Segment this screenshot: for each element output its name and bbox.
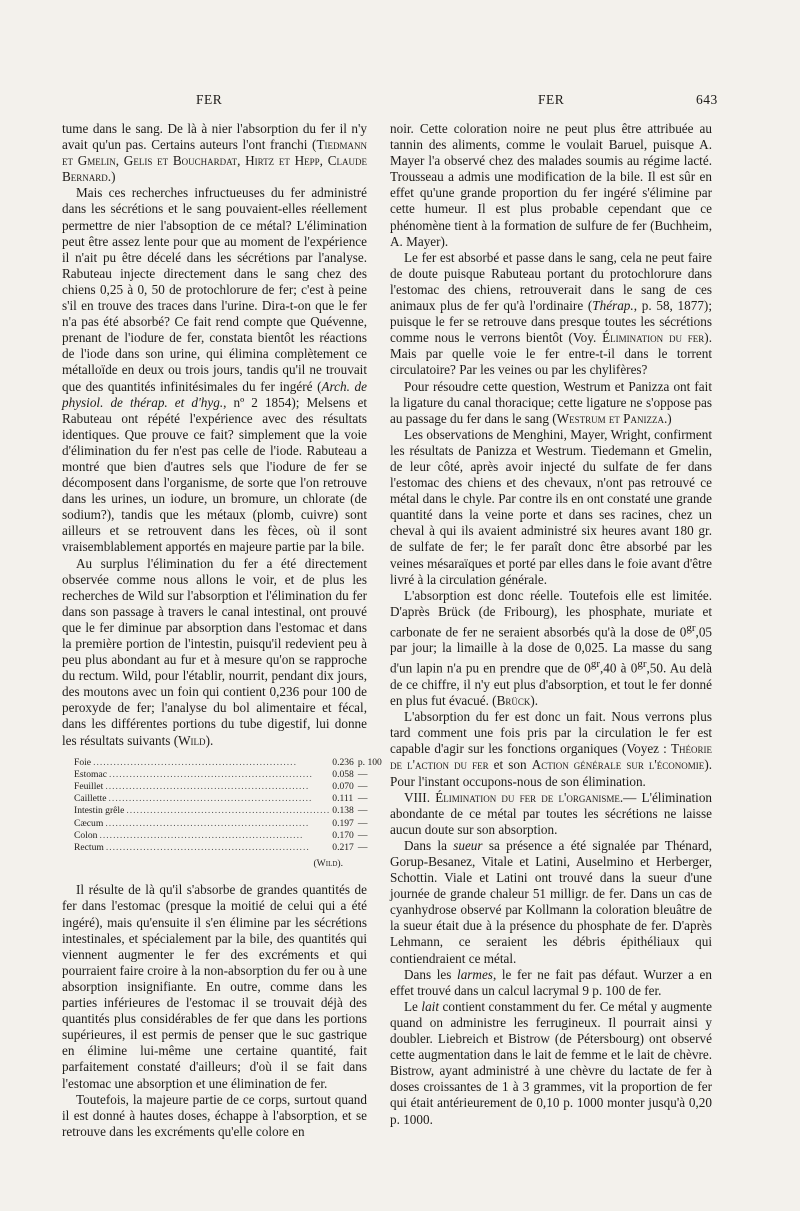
table-row [74, 769, 382, 781]
table-source: (Wild). [313, 858, 343, 870]
unit-cell: — [357, 817, 368, 829]
cross-reference: Élimination du fer [602, 330, 705, 346]
paragraph: Toutefois, la majeure partie de ce corps, surtout quand il est donné à hautes doses, échappe à l'absorption, et se retrouve dans les excréments qu'elle colore en [62, 1091, 367, 1139]
unit-cell: — [357, 781, 368, 793]
paragraph: noir. Cette coloration noire ne peut plus être attribuée au tannin des aliments, comme le voulait Baruel, puisque A. Mayer l'a observé chez des malades soumis au régime lacté. Trousseau a admis une modification de la bile. Il est sûr en effet qu'une grande proportion du fer ingéré s'élimine par cette humeur. Il est plus probable cependant que ce phénomène tient à la formation de sulfure de fer (Buchheim, A. Mayer). [390, 121, 712, 249]
organ-cell: Colon ............................................................ [74, 829, 304, 841]
unit-cell: p. 100 [357, 756, 382, 768]
table-row [74, 757, 382, 769]
emphasis: larmes [457, 966, 493, 982]
paragraph: Dans les larmes, le fer ne fait pas défaut. Wurzer a en effet trouvé dans un calcul lacrymal 9 p. 100 de fer. [390, 966, 712, 998]
organ-cell: Feuillet ............................................................ [74, 781, 310, 793]
iron-distribution-table [74, 757, 382, 855]
right-column [390, 121, 712, 1128]
value-cell: 0.058 [332, 768, 354, 780]
paragraph: Dans la sueur sa présence a été signalée par Thénard, Gorup-Besanez, Vitale et Latini, Auselmino et Herberger, Schottin. Viale et Latini ont trouvé dans la sueur d'une journée de grande chaleur 51 milligr. de fer. Dans un cas de cyanhydrose observé par Kollmann la coloration bleuâtre de la sueur était due à la présence du phosphate de fer. D'après Lehmann, ce seraient les débris épithéliaux qui contiendraient ce métal. [390, 837, 712, 966]
paragraph: tume dans le sang. De là à nier l'absorption du fer il n'y avait qu'un pas. Certains auteurs l'ont franchi (Tiedmann et Gmelin, Gelis et Bouchardat, Hirtz et Hepp, Claude Bernard.) [62, 121, 367, 185]
organ-cell: Caillette ............................................................ [74, 793, 313, 805]
paragraph: Il résulte de là qu'il s'absorbe de grandes quantités de fer dans l'estomac (presque la moitié de celui qui a été ingéré), mais qu'ensuite il s'en élimine par les sécrétions intestinales, et spécialement par la bile, des quantités qui viennent augmenter le fer des excréments et qui pourraient faire croire à la non-absorption du fer ou à une absorption insignifiante. En outre, comme dans les parties inférieures de l'estomac il se trouvait déjà des quantités plus considérables de fer que dans les portions supérieures, il est permis de penser que le suc gastrique en élimine lui-même une certaine quantité, fait parfaitement constaté d'ailleurs; d'où il se fait dans l'estomac une absorption et une élimination de fer. [62, 882, 367, 1091]
paragraph: L'absorption du fer est donc un fait. Nous verrons plus tard comment une fois pris par la circulation le fer est capable d'agir sur les fonctions organiques (Voyez : Théorie de l'action du fer et son Action générale sur l'économie). Pour l'instant occupons-nous de son élimination. [390, 709, 713, 789]
running-head-left: FER [196, 92, 223, 107]
paragraph: Mais ces recherches infructueuses du fer administré dans les sécrétions et le sang pouvaient-elles réellement permettre de nier l'absoption de ce métal? L'élimination peut être assez lente pour que au moment de l'expérience il n'ait pu être décelé dans les sécrétions par l'analyse. Rabuteau injecte directement dans le sang chez des chiens 0,25 à 0, 50 de protochlorure de fer; c'est à peine s'il en trouve des traces dans l'urine. Dira-t-on que le fer n'a pas été absorbé? Ce fait rend compte que Quévenne, prenant de l'iodure de fer, constata bientôt les réactions de l'iode dans son urine, qui élimina complètement ce métalloïde en deux ou trois jours, tandis qu'il ne trouvait que des quantités infinitésimales du fer ingéré (Arch. de physiol. de thérap. et d'hyg., nº 2 1854); Melsens et Rabuteau ont répété l'expérience avec des résultats identiques. Que prouve ce fait? simplement que la voie d'élimination du fer n'est pas celle de l'iode. Rabuteau a montré que bien d'autres sels que l'iodure de fer se décomposent dans l'organisme, de sorte que l'on retrouve dans les urines, un iodure, un bromure, un chlorate (de sodium?), tandis que les métaux (plomb, cuivre) sont ailleurs et se retrouvent dans les fèces, où il sont vraisemblablement apportés en majeure partie par la bile. [62, 185, 368, 555]
organ-cell: Estomac ............................................................ [74, 768, 313, 780]
author-citation: Westrum et Panizza. [556, 410, 668, 426]
paragraph: Les observations de Menghini, Mayer, Wright, confirment les résultats de Panizza et Westrum. Tiedemann et Gmelin, de leur côté, après avoir injecté du sulfate de fer dans l'estomac des chiens et des chevaux, n'ont pas retrouvé ce métal dans le chyle. Par contre ils en ont constaté une grande quantité dans la veine porte et dans ses racines, chez un cheval à qui ils avaient administré six heures avant 180 gr. de sulfate de fer; le fer paraît donc être absorbé par les veines mésaraïques et porté par elles dans le foie avant d'être livré à la circulation générale. [390, 426, 712, 587]
page-number: 643 [696, 92, 718, 107]
cross-reference: Théorie de l'action du fer [390, 741, 712, 773]
paragraph: L'absorption est donc réelle. Toutefois elle est limitée. D'après Brück (de Fribourg), les phosphate, muriate et carbonate de fer ne seraient absorbés qu'à la dose de $0^{gr},05$ par jour; la limaille à la dose de 0,025. La masse du sang d'un lapin n'a pu en prendre que de $0^{gr},40$ à $0^{gr},50$. Au delà de ce chiffre, il n'y eut plus d'absorption, et tout le fer donné en plus fut évacué. (Brück). [390, 587, 712, 709]
table-row [74, 830, 382, 842]
paragraph: Le lait contient constamment du fer. Ce métal y augmente quand on administre les ferrugineux. Il pourrait ainsi y doubler. Liebreich et Bistrow (de Pétersbourg) ont observé cette augmentation dans le lait de femme et le lait de chèvre. Bistrow, ayant administré à une chèvre du lactate de fer à doses croissantes de 1 à 3 grammes, vit la proportion de fer qui était antérieurement de 0,10 p. 1000 monter jusqu'à 0,20 p. 1000. [390, 998, 712, 1127]
author-citation: Wild [178, 732, 206, 748]
cross-reference: Action générale sur l'économie [531, 757, 705, 773]
paragraph: Pour résoudre cette question, Westrum et Panizza ont fait la ligature du canal thoracique; cette ligature ne s'oppose pas au passage du fer dans le sang (Westrum et Panizza.) [390, 378, 712, 426]
value-cell: 0.111 [332, 793, 354, 805]
organ-cell: Foie ............................................................ [74, 756, 297, 768]
running-head-right: FER [538, 92, 565, 107]
section-heading: Élimination du fer de l'organisme. [435, 789, 624, 805]
organ-cell: Cæcum ............................................................ [74, 817, 310, 829]
value-cell: 0.236 [332, 756, 354, 768]
unit-cell: — [357, 805, 368, 817]
value-cell: 0.217 [332, 842, 354, 854]
unit-cell: — [357, 793, 368, 805]
value-cell: 0.070 [332, 781, 354, 793]
journal-citation: Thérap. [592, 298, 634, 314]
emphasis: sueur [453, 837, 483, 853]
journal-citation: Arch. de physiol. de thérap. et d'hyg. [62, 378, 368, 410]
emphasis: lait [421, 998, 440, 1014]
left-column [62, 121, 382, 1140]
value-cell: 0.197 [332, 817, 354, 829]
author-citation: Brück [496, 693, 531, 709]
table-row [74, 805, 382, 817]
unit-cell: — [357, 768, 368, 780]
author-citation: Tiedmann et Gmelin, Gelis et Bouchardat, Hirtz et Hepp, Claude Bernard. [62, 137, 367, 185]
unit-cell: — [357, 829, 368, 841]
value-cell: 0.170 [332, 829, 354, 841]
table-row [74, 842, 382, 854]
table-row [74, 818, 382, 830]
organ-cell: Intestin grêle ............................................................ [74, 805, 331, 817]
paragraph: Au surplus l'élimination du fer a été directement observée comme nous allons le voir, et de plus les recherches de Wild sur l'absorption et l'élimination du fer dans son passage à travers le canal intestinal, ont prouvé que le fer diminue par absorption dans l'estomac et dans la première portion de l'intestin, puisqu'il redevient peu à peu plus abondant au fur et à mesure qu'on se rapproche du rectum. Wild, pour l'établir, nourrit, pendant dix jours, des moutons avec un foin qui contient 0,236 pour 100 de peroxyde de fer; l'analyse du bol alimentaire et fécal, dans les différentes portions du tube digestif, lui donne les résultats suivants (Wild). [62, 555, 367, 748]
section-heading-paragraph: VIII. Élimination du fer de l'organisme.— L'élimination abondante de ce métal par toutes les sécrétions ne laisse aucun doute sur son absorption. [390, 789, 713, 837]
organ-cell: Rectum ............................................................ [74, 842, 310, 854]
table-row [74, 793, 382, 805]
paragraph: Le fer est absorbé et passe dans le sang, cela ne peut faire de doute puisque Rabuteau portant du protochlorure dans l'estomac des chiens, retrouverait dans le sang de ces animaux plus de fer qu'à l'ordinaire (Thérap., p. 58, 1877); puisque le fer se retrouve dans presque toutes les sécrétions comme nous le verrons bientôt (Voy. Élimination du fer). Mais par quelle voie le fer entre-t-il dans le torrent circulatoire? Par les veines ou par les chylifères? [390, 249, 712, 378]
unit-cell: — [357, 842, 368, 854]
table-row [74, 781, 382, 793]
value-cell: 0.138 [332, 805, 354, 817]
